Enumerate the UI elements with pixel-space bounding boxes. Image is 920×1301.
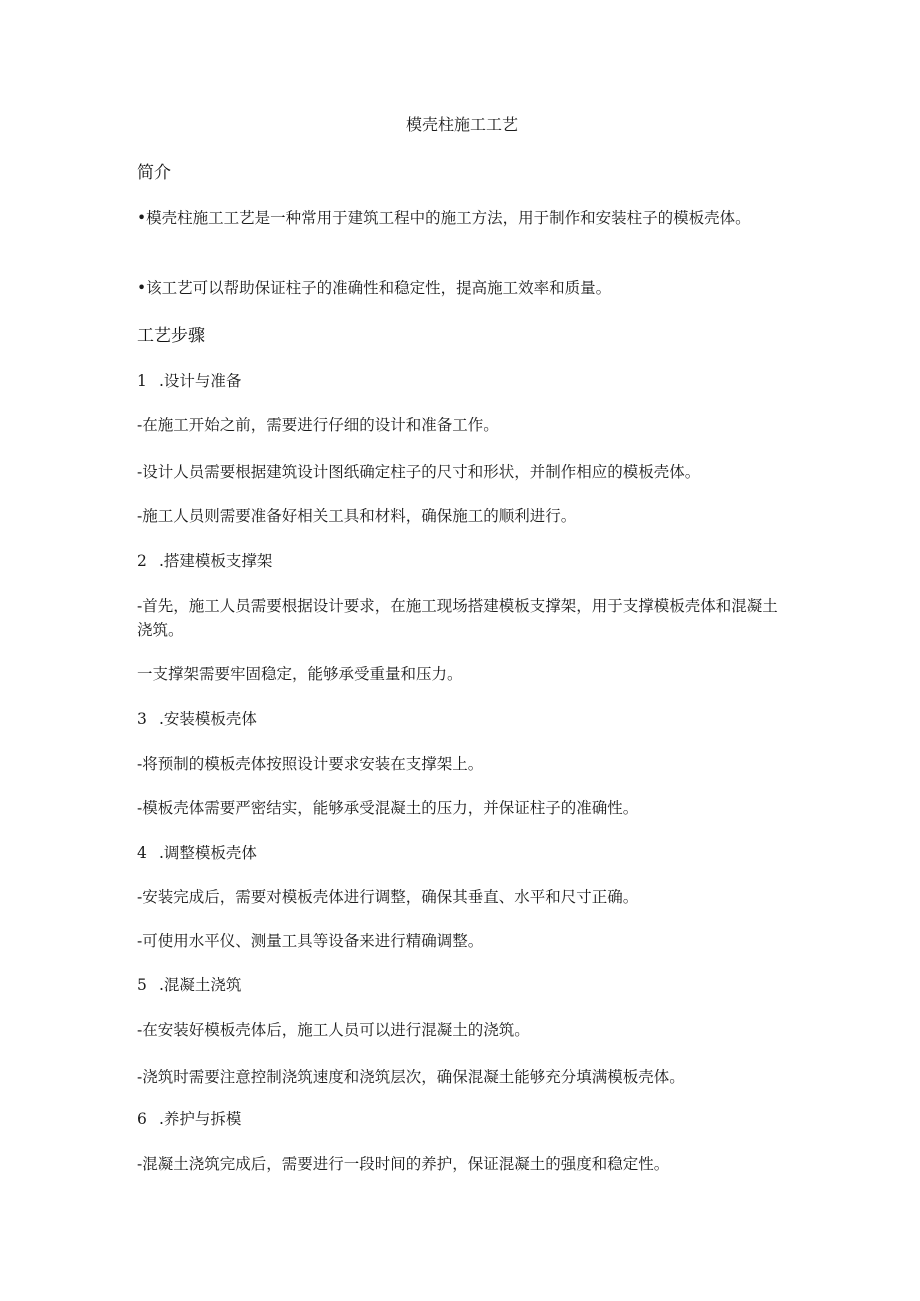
step-title: .调整模板壳体	[159, 844, 257, 862]
step-title: .混凝土浇筑	[159, 976, 242, 994]
step-item: -在安装好模板壳体后，施工人员可以进行混凝土的浇筑。	[137, 1021, 530, 1039]
step-item: 一支撑架需要牢固稳定，能够承受重量和压力。	[137, 665, 463, 683]
step-heading	[137, 1108, 241, 1130]
intro-heading: 简介	[137, 163, 171, 183]
step-item: -可使用水平仪、测量工具等设备来进行精确调整。	[137, 932, 484, 950]
step-item: -模板壳体需要严密结实，能够承受混凝土的压力，并保证柱子的准确性。	[137, 799, 639, 817]
step-title: .安装模板壳体	[159, 710, 257, 728]
step-number: 4	[137, 844, 147, 862]
step-heading	[137, 842, 257, 864]
step-item: -设计人员需要根据建筑设计图纸确定柱子的尺寸和形状，并制作相应的模板壳体。	[137, 463, 701, 481]
step-number: 5	[137, 976, 147, 994]
step-number: 6	[137, 1110, 147, 1128]
step-title: .设计与准备	[159, 372, 242, 390]
process-heading: 工艺步骤	[137, 326, 205, 346]
step-item: -施工人员则需要准备好相关工具和材料，确保施工的顺利进行。	[137, 507, 577, 525]
step-title: .养护与拆模	[159, 1110, 242, 1128]
intro-paragraph: •该工艺可以帮助保证柱子的准确性和稳定性，提高施工效率和质量。	[137, 279, 612, 297]
step-heading	[137, 550, 272, 572]
step-number: 2	[137, 552, 147, 570]
step-item: -将预制的模板壳体按照设计要求安装在支撑架上。	[137, 755, 484, 773]
step-item: -首先，施工人员需要根据设计要求，在施工现场搭建模板支撑架，用于支撑模板壳体和混凝土浇筑。	[137, 597, 778, 639]
step-number: 3	[137, 710, 147, 728]
step-number: 1	[137, 372, 147, 390]
step-item: -浇筑时需要注意控制浇筑速度和浇筑层次，确保混凝土能够充分填满模板壳体。	[137, 1068, 685, 1086]
step-item: -在施工开始之前，需要进行仔细的设计和准备工作。	[137, 416, 499, 434]
step-title: .搭建模板支撑架	[159, 552, 273, 570]
step-item: -安装完成后，需要对模板壳体进行调整，确保其垂直、水平和尺寸正确。	[137, 888, 639, 906]
intro-paragraph: •模壳柱施工工艺是一种常用于建筑工程中的施工方法，用于制作和安装柱子的模板壳体。	[137, 209, 751, 227]
step-heading	[137, 370, 241, 392]
step-heading	[137, 708, 257, 730]
document-title: 模壳柱施工工艺	[405, 115, 518, 134]
step-heading	[137, 974, 241, 996]
step-item: -混凝土浇筑完成后，需要进行一段时间的养护，保证混凝土的强度和稳定性。	[137, 1155, 670, 1173]
